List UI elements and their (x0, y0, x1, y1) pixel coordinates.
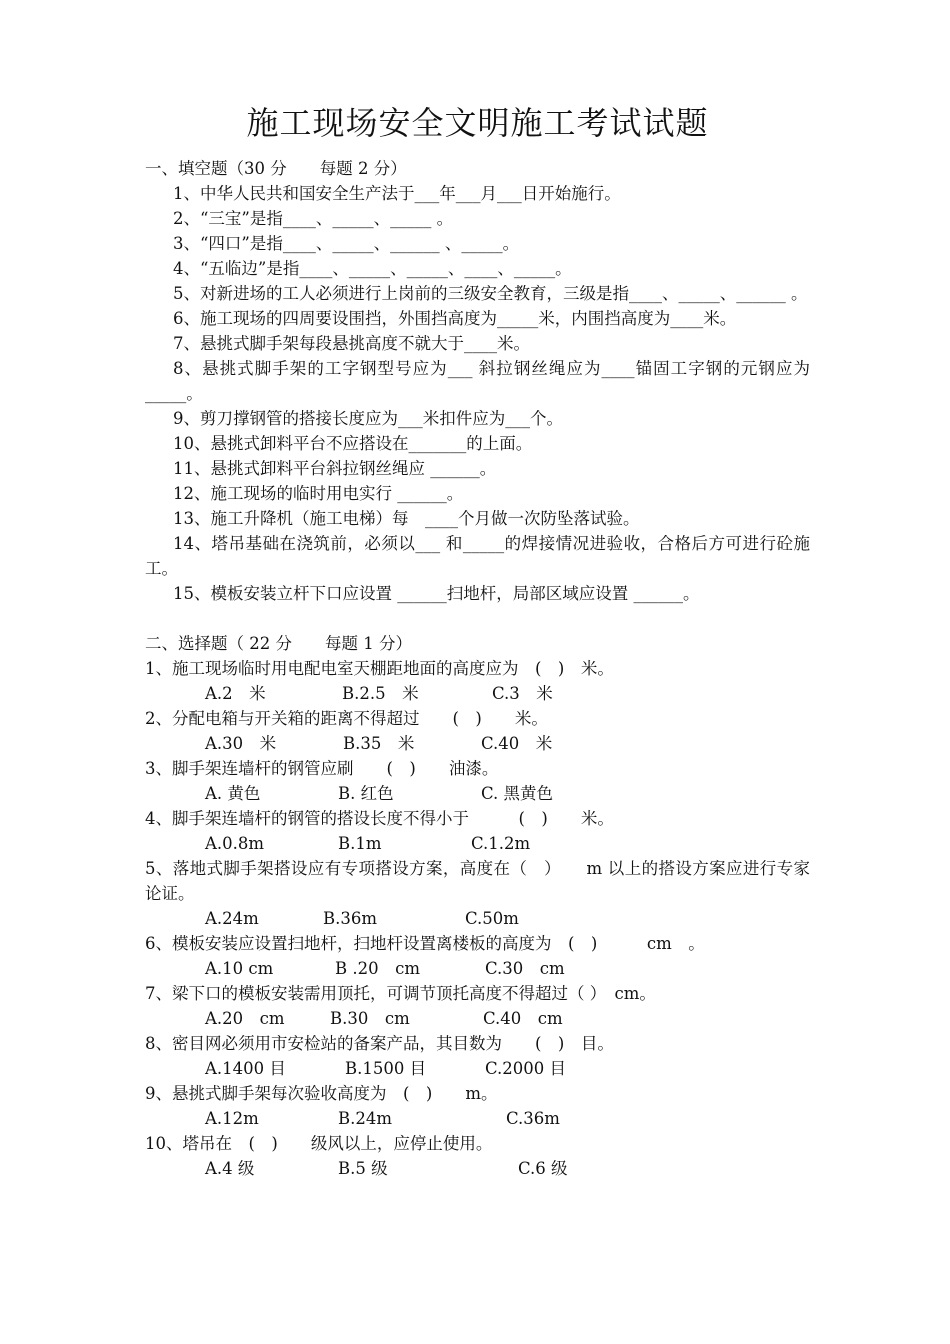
option-a: A.10 cm (205, 959, 274, 978)
option-a: A.2 米 (205, 684, 266, 703)
option-c: C.40 cm (483, 1009, 563, 1028)
option-a: A.30 米 (205, 734, 277, 753)
fill-item-3: 3、“四口”是指____、_____、______ 、_____。 (173, 234, 520, 253)
option-c: C.6 级 (518, 1159, 568, 1178)
option-c: C.40 米 (481, 734, 553, 753)
choice-options-2 (145, 731, 810, 756)
choice-options-5 (145, 906, 810, 931)
choice-question-6: 6、模板安装应设置扫地杆，扫地杆设置离楼板的高度为 ( ) cm 。 (145, 934, 705, 953)
option-a: A.20 cm (205, 1009, 285, 1028)
option-c: C.1.2m (471, 834, 531, 853)
fill-item-5: 5、对新进场的工人必须进行上岗前的三级安全教育，三级是指____、_____、______ 。 (173, 284, 808, 303)
fill-item-12: 12、施工现场的临时用电实行 ______。 (173, 484, 464, 503)
choice-question-5: 5、落地式脚手架搭设应有专项搭设方案，高度在（ ） m 以上的搭设方案应进行专家论证。 (145, 859, 810, 903)
choice-question-10: 10、塔吊在 ( ) 级风以上，应停止使用。 (145, 1134, 493, 1153)
choice-question-8: 8、密目网必须用市安检站的备案产品，其目数为 ( ) 目。 (145, 1034, 614, 1053)
choice-options-7 (145, 1006, 810, 1031)
fill-item-11: 11、悬挑式卸料平台斜拉钢丝绳应 ______。 (173, 459, 497, 478)
choice-options-3 (145, 781, 810, 806)
fill-item-13: 13、施工升降机（施工电梯）每 ____个月做一次防坠落试验。 (173, 509, 640, 528)
option-c: C.2000 目 (485, 1059, 567, 1078)
choice-question-3: 3、脚手架连墙杆的钢管应刷 ( ) 油漆。 (145, 759, 499, 778)
choice-question-7: 7、梁下口的模板安装需用顶托，可调节顶托高度不得超过（ ） cm。 (145, 984, 656, 1003)
option-b: B.1500 目 (345, 1059, 427, 1078)
option-b: B .20 cm (335, 959, 420, 978)
option-b: B.2.5 米 (342, 684, 419, 703)
choice-options-4 (145, 831, 810, 856)
section-gap (145, 606, 810, 631)
option-b: B.36m (323, 909, 378, 928)
option-c: C.3 米 (492, 684, 553, 703)
choice-question-4: 4、脚手架连墙杆的钢管的搭设长度不得小于 ( ) 米。 (145, 809, 614, 828)
choice-options-8 (145, 1056, 810, 1081)
choice-options-10 (145, 1156, 810, 1181)
section-heading: 二、选择题（ 22 分 每题 1 分） (145, 634, 412, 653)
fill-item-14: 14、塔吊基础在浇筑前，必须以___ 和_____的焊接情况进验收，合格后方可进行砼施工。 (145, 534, 810, 578)
fill-item-8: 8、悬挑式脚手架的工字钢型号应为___ 斜拉钢丝绳应为____锚固工字钢的元钢应为_____。 (145, 359, 810, 403)
choice-question-1: 1、施工现场临时用电配电室天棚距地面的高度应为 ( ) 米。 (145, 659, 614, 678)
choice-options-1 (145, 681, 810, 706)
option-c: C. 黑黄色 (481, 784, 554, 803)
option-a: A.4 级 (205, 1159, 255, 1178)
fill-in-section (145, 156, 810, 606)
choice-question-9: 9、悬挑式脚手架每次验收高度为 ( ) m。 (145, 1084, 498, 1103)
fill-item-10: 10、悬挑式卸料平台不应搭设在_______的上面。 (173, 434, 533, 453)
option-b: B.24m (338, 1109, 393, 1128)
fill-item-6: 6、施工现场的四周要设围挡，外围挡高度为_____米，内围挡高度为____米。 (173, 309, 737, 328)
option-a: A.1400 目 (205, 1059, 286, 1078)
option-b: B.35 米 (343, 734, 415, 753)
option-a: A. 黄色 (205, 784, 261, 803)
choice-options-9 (145, 1106, 810, 1131)
option-c: C.30 cm (485, 959, 565, 978)
option-c: C.50m (465, 909, 519, 928)
fill-item-1: 1、中华人民共和国安全生产法于___年___月___日开始施行。 (173, 184, 621, 203)
choice-options-6 (145, 956, 810, 981)
option-b: B.5 级 (338, 1159, 388, 1178)
choice-section (145, 631, 810, 1181)
fill-item-9: 9、剪刀撑钢管的搭接长度应为___米扣件应为___个。 (173, 409, 563, 428)
option-a: A.12m (205, 1109, 259, 1128)
option-c: C.36m (506, 1109, 560, 1128)
choice-question-2: 2、分配电箱与开关箱的距离不得超过 ( ) 米。 (145, 709, 548, 728)
section-heading: 一、填空题（30 分 每题 2 分） (145, 159, 407, 178)
option-a: A.24m (205, 909, 259, 928)
option-b: B.1m (338, 834, 382, 853)
option-b: B. 红色 (338, 784, 394, 803)
fill-item-2: 2、“三宝”是指____、_____、_____ 。 (173, 209, 454, 228)
fill-item-7: 7、悬挑式脚手架每段悬挑高度不就大于____米。 (173, 334, 530, 353)
option-b: B.30 cm (330, 1009, 410, 1028)
fill-item-4: 4、“五临边”是指____、_____、_____、____、_____。 (173, 259, 572, 278)
option-a: A.0.8m (205, 834, 265, 853)
fill-item-15: 15、模板安装立杆下口应设置 ______扫地杆，局部区域应设置 ______。 (173, 584, 700, 603)
page-title: 施工现场安全文明施工考试试题 (246, 104, 709, 142)
